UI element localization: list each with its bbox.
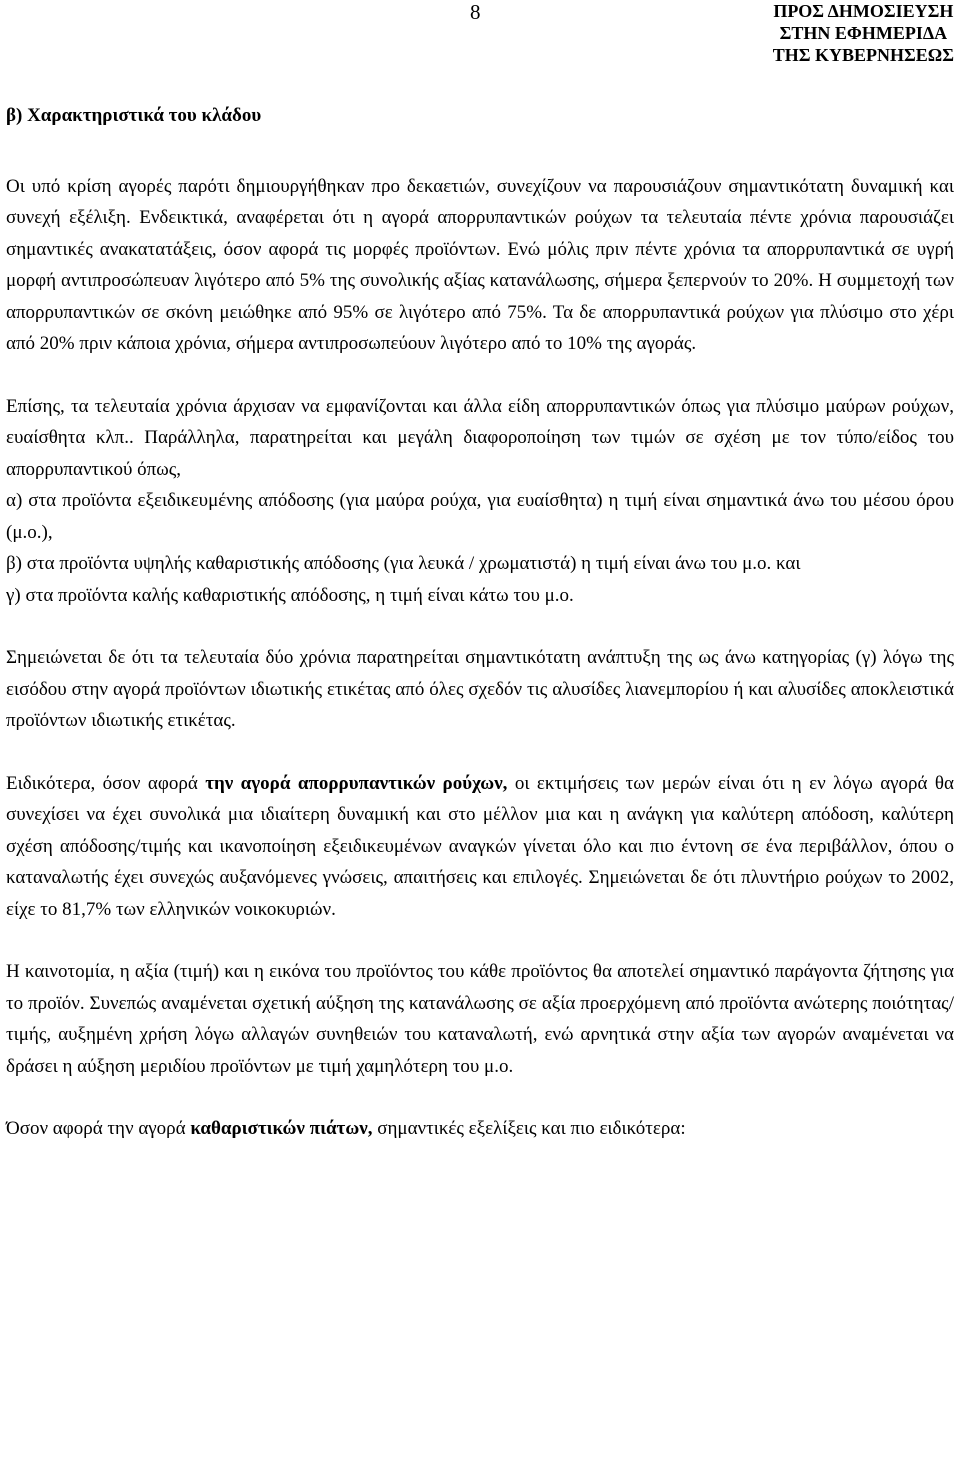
stamp-line-1: ΠΡΟΣ ΔΗΜΟΣΙΕΥΣΗ bbox=[773, 1, 954, 21]
paragraph-private-label: Σημειώνεται δε ότι τα τελευταία δύο χρόνια παρατηρείται σημαντικότατη ανάπτυξη της ως άνω κατηγορίας (γ) λόγω της εισόδου στην αγορά προϊόντων ιδιωτικής ετικέτας από όλες σχεδόν τις αλυσίδες λιανεμπορίου ή και αλυσίδες αποκλειστικά προϊόντων ιδιωτικής ετικέτας. bbox=[6, 647, 954, 731]
p4-bold: την αγορά απορρυπαντικών ρούχων, bbox=[205, 772, 508, 794]
p4-rest: οι εκτιμήσεις των μερών είναι ότι η εν λόγω αγορά θα συνεχίσει να έχει συνολικά μια ιδιαίτερη δυναμική και στο μέλλον μια και η ανάγκη για καλύτερη απόδοση, καλύτερη σχέση απόδοσης/τιμής και ικανοποίηση εξειδικευμένων αναγκών γίνεται όλο και πιο έντονη σε ένα περιβάλλον, όπου ο καταναλωτής έχει συνεχώς αυξανόμενες γνώσεις, απαιτήσεις και επιλογές. Σημειώνεται δε ότι πλυντήριο ρούχων το 2002, είχε το 81,7% των ελληνικών νοικοκυριών. bbox=[6, 772, 954, 920]
list-item-c: γ) στα προϊόντα καλής καθαριστικής απόδοσης, η τιμή είναι κάτω του μ.ο. bbox=[6, 584, 574, 606]
list-item-b: β) στα προϊόντα υψηλής καθαριστικής απόδοσης (για λευκά / χρωματιστά) η τιμή είναι άνω του μ.ο. και bbox=[6, 553, 801, 574]
list-item-a: α) στα προϊόντα εξειδικευμένης απόδοσης (για μαύρα ρούχα, για ευαίσθητα) η τιμή είναι σημαντικά άνω του μέσου όρου (μ.ο.), bbox=[6, 490, 954, 543]
page-number: 8 bbox=[470, 0, 481, 24]
paragraph-new-detergent-types: Επίσης, τα τελευταία χρόνια άρχισαν να εμφανίζονται και άλλα είδη απορρυπαντικών όπως για πλύσιμο μαύρων ρούχων, ευαίσθητα κλπ.. Παράλληλα, παρατηρείται και μεγάλη διαφοροποίηση των τιμών σε σχέση με τον τύπο/είδος του απορρυπαντικού όπως, bbox=[6, 395, 954, 480]
stamp-line-3: ΤΗΣ ΚΥΒΕΡΝΗΣΕΩΣ bbox=[772, 45, 954, 65]
publication-stamp bbox=[773, 0, 954, 66]
document-body bbox=[6, 100, 954, 1145]
section-title: β) Χαρακτηριστικά του κλάδου bbox=[6, 105, 262, 126]
p4-lead: Ειδικότερα, όσον αφορά bbox=[6, 772, 206, 794]
paragraph-dishwashing-market bbox=[6, 1113, 954, 1145]
paragraph-laundry-market bbox=[6, 768, 954, 926]
paragraph-market-dynamics: Οι υπό κρίση αγορές παρότι δημιουργήθηκαν προ δεκαετιών, συνεχίζουν να παρουσιάζουν σημαντικότατη δυναμική και συνεχή εξέλιξη. Ενδεικτικά, αναφέρεται ότι η αγορά απορρυπαντικών ρούχων τα τελευταία πέντε χρόνια παρουσιάζει σημαντικές ανακατατάξεις, όσον αφορά τις μορφές προϊόντων. Ενώ μόλις πριν πέντε χρόνια τα απορρυπαντικά σε υγρή μορφή αντιπροσώπευαν λιγότερο από 5% της συνολικής αξίας κατανάλωσης, σήμερα ξεπερνούν το 20%. Η συμμετοχή των απορρυπαντικών σε σκόνη μειώθηκε από 95% σε λιγότερο από 75%. Τα δε απορρυπαντικά ρούχων για πλύσιμο στο χέρι από 20% πριν κάποια χρόνια, σήμερα αντιπροσωπεύουν λιγότερο από το 10% της αγοράς. bbox=[6, 175, 954, 354]
p6-bold: καθαριστικών πιάτων, bbox=[190, 1118, 373, 1139]
p6-lead: Όσον αφορά την αγορά bbox=[6, 1118, 191, 1139]
stamp-line-2: ΣΤΗΝ ΕΦΗΜΕΡΙΔΑ bbox=[779, 23, 948, 43]
paragraph-innovation: Η καινοτομία, η αξία (τιμή) και η εικόνα του προϊόντος του κάθε προϊόντος θα αποτελεί σημαντικό παράγοντα ζήτησης για το προϊόν. Συνεπώς αναμένεται σχετική αύξηση της κατανάλωσης σε αξία προερχόμενη από προϊόντα ανώτερης ποιότητας/τιμής, αυξημένη χρήση λόγω αλλαγών συνηθειών του καταναλωτή, ενώ αρνητικά στην αξία των αγορών αναμένεται να δράσει η αύξηση μεριδίου προϊόντων με τιμή χαμηλότερη του μ.ο. bbox=[6, 961, 954, 1077]
p6-rest: σημαντικές εξελίξεις και πιο ειδικότερα: bbox=[372, 1118, 686, 1139]
